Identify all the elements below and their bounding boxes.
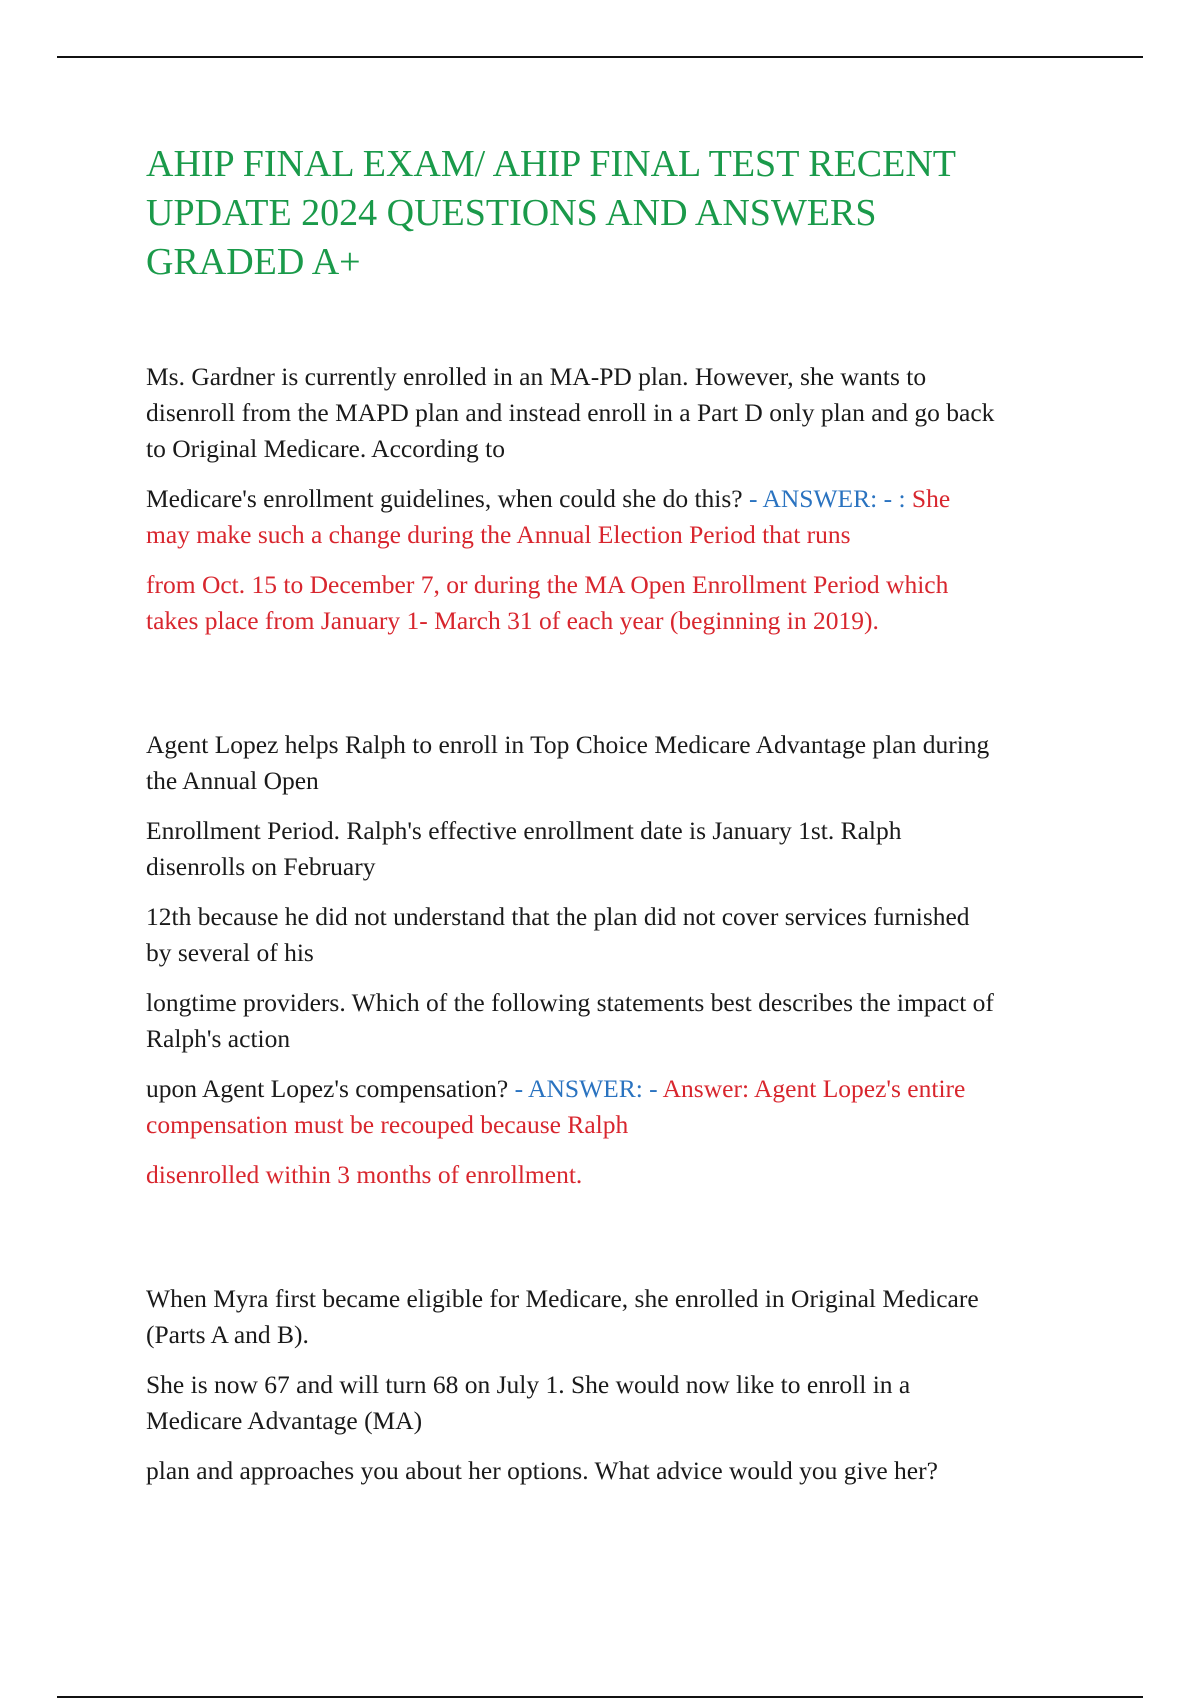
title-line: GRADED A+ (146, 241, 361, 283)
question-3 (146, 1281, 1106, 1489)
answer-text: compensation must be recouped because Ralph (146, 1110, 629, 1139)
bottom-rule (57, 1696, 1143, 1698)
question-1 (146, 359, 1106, 639)
question-answer: Medicare's enrollment guidelines, when could she do this? - ANSWER: - : She may make such a change during the Annual Election Period that runs (146, 484, 951, 549)
answer-label: - ANSWER: - : (749, 484, 912, 513)
document-title (146, 140, 1106, 287)
answer-label: - ANSWER: - (514, 1074, 663, 1103)
question-text: Ms. Gardner is currently enrolled in an MA-PD plan. However, she wants to disenroll from the MAPD plan and instead enroll in a Part D only plan and go back to Original Medicare. According to (146, 362, 995, 463)
top-rule (57, 56, 1143, 58)
question-2 (146, 727, 1106, 1193)
answer-text: may make such a change during the Annual Election Period that runs (146, 520, 851, 549)
title-line: AHIP FINAL EXAM/ AHIP FINAL TEST RECENT (146, 143, 956, 185)
question-text: plan and approaches you about her options. What advice would you give her? (146, 1456, 938, 1485)
question-text: longtime providers. Which of the following statements best describes the impact of Ralph's action (146, 988, 994, 1053)
document-body (146, 140, 1106, 1503)
question-text: Agent Lopez helps Ralph to enroll in Top Choice Medicare Advantage plan during the Annual Open (146, 730, 990, 795)
answer-text: disenrolled within 3 months of enrollment. (146, 1160, 583, 1189)
title-line: UPDATE 2024 QUESTIONS AND ANSWERS (146, 192, 877, 234)
answer-text: Answer: Agent Lopez's entire (662, 1074, 966, 1103)
question-text: She is now 67 and will turn 68 on July 1. She would now like to enroll in a Medicare Advantage (MA) (146, 1370, 911, 1435)
question-text: 12th because he did not understand that the plan did not cover services furnished by several of his (146, 902, 970, 967)
answer-text: from Oct. 15 to December 7, or during the MA Open Enrollment Period which takes place from January 1- March 31 of each year (beginning in 2019). (146, 570, 949, 635)
question-answer: upon Agent Lopez's compensation? - ANSWER: - Answer: Agent Lopez's entire compensation must be recouped because Ralph (146, 1074, 966, 1139)
question-text: Enrollment Period. Ralph's effective enrollment date is January 1st. Ralph disenrolls on February (146, 816, 902, 881)
question-text: When Myra first became eligible for Medicare, she enrolled in Original Medicare (Parts A and B). (146, 1284, 979, 1349)
answer-text: She (911, 484, 951, 513)
